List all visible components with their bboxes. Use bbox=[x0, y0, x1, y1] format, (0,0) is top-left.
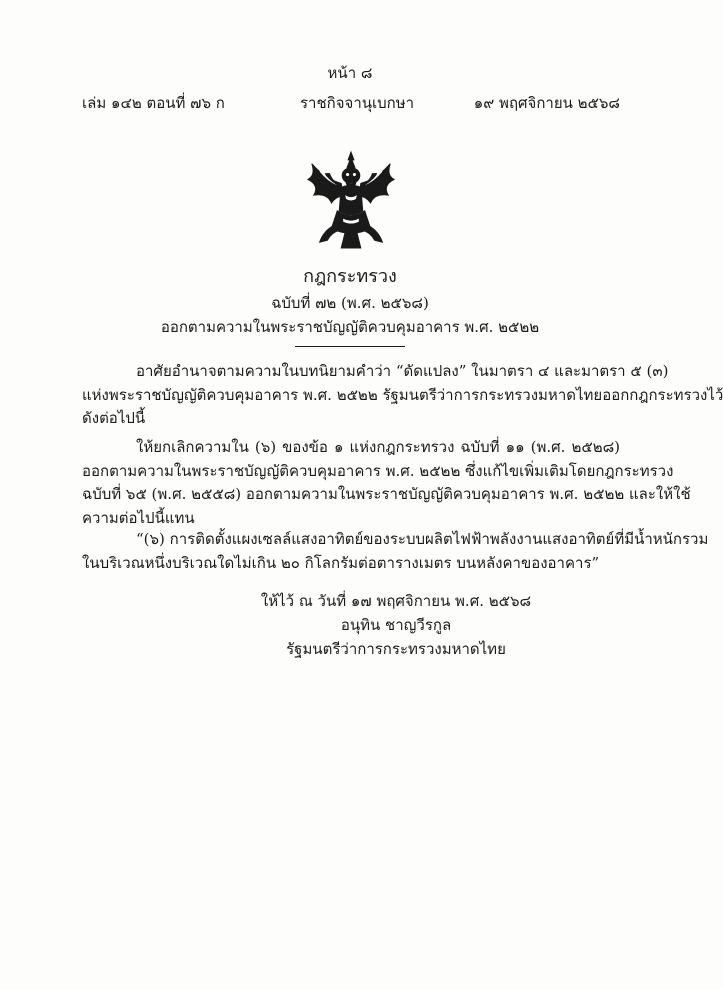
paragraph-line: ความต่อไปนี้แทน bbox=[82, 508, 195, 527]
signatory-position: รัฐมนตรีว่าการกระทรวงมหาดไทย bbox=[286, 640, 506, 658]
signatory-name: อนุทิน ชาญวีรกูล bbox=[340, 616, 452, 634]
paragraph-preamble bbox=[82, 360, 723, 431]
publication-date: ๑๙ พฤศจิกายน ๒๕๖๘ bbox=[473, 94, 620, 112]
signing-date: ให้ไว้ ณ วันที่ ๑๗ พฤศจิกายน พ.ศ. ๒๕๖๘ bbox=[260, 592, 532, 610]
paragraph-line: อาศัยอำนาจตามความในบทนิยามคำว่า “ดัดแปลง” ในมาตรา ๔ และมาตรา ๕ (๓) bbox=[136, 362, 669, 380]
paragraph-repeal bbox=[82, 436, 691, 530]
publication-name: ราชกิจจานุเบกษา bbox=[300, 94, 415, 112]
paragraph-line: ในบริเวณหนึ่งบริเวณใดไม่เกิน ๒๐ กิโลกรัมต่อตารางเมตร บนหลังคาของอาคาร” bbox=[82, 553, 600, 572]
garuda-emblem-icon bbox=[302, 150, 400, 252]
paragraph-line: แห่งพระราชบัญญัติควบคุมอาคาร พ.ศ. ๒๕๒๒ รัฐมนตรีว่าการกระทรวงมหาดไทยออกกฎกระทรวงไว้ bbox=[82, 385, 723, 404]
paragraph-line: ดังต่อไปนี้ bbox=[82, 409, 146, 427]
title-divider bbox=[295, 346, 405, 347]
volume-issue: เล่ม ๑๔๒ ตอนที่ ๗๖ ก bbox=[82, 94, 225, 112]
regulation-subtitle: ออกตามความในพระราชบัญญัติควบคุมอาคาร พ.ศ. ๒๕๒๒ bbox=[160, 318, 540, 336]
paragraph-line: ฉบับที่ ๖๕ (พ.ศ. ๒๕๕๘) ออกตามความในพระราชบัญญัติควบคุมอาคาร พ.ศ. ๒๕๒๒ และให้ใช้ bbox=[82, 485, 691, 503]
paragraph-new-clause bbox=[82, 528, 709, 575]
paragraph-line: “(๖) การติดตั้งแผงเซลล์แสงอาทิตย์ของระบบผลิตไฟฟ้าพลังงานแสงอาทิตย์ที่มีน้ำหนักรวม bbox=[136, 530, 709, 548]
paragraph-line: ให้ยกเลิกความใน (๖) ของข้อ ๑ แห่งกฎกระทรวง ฉบับที่ ๑๑ (พ.ศ. ๒๕๒๘) bbox=[136, 438, 620, 456]
regulation-number: ฉบับที่ ๗๒ (พ.ศ. ๒๕๖๘) bbox=[271, 294, 429, 312]
document-title: กฎกระทรวง bbox=[303, 266, 397, 287]
page-number: หน้า ๘ bbox=[327, 64, 373, 82]
paragraph-line: ออกตามความในพระราชบัญญัติควบคุมอาคาร พ.ศ. ๒๕๒๒ ซึ่งแก้ไขเพิ่มเติมโดยกฎกระทรวง bbox=[82, 461, 674, 480]
